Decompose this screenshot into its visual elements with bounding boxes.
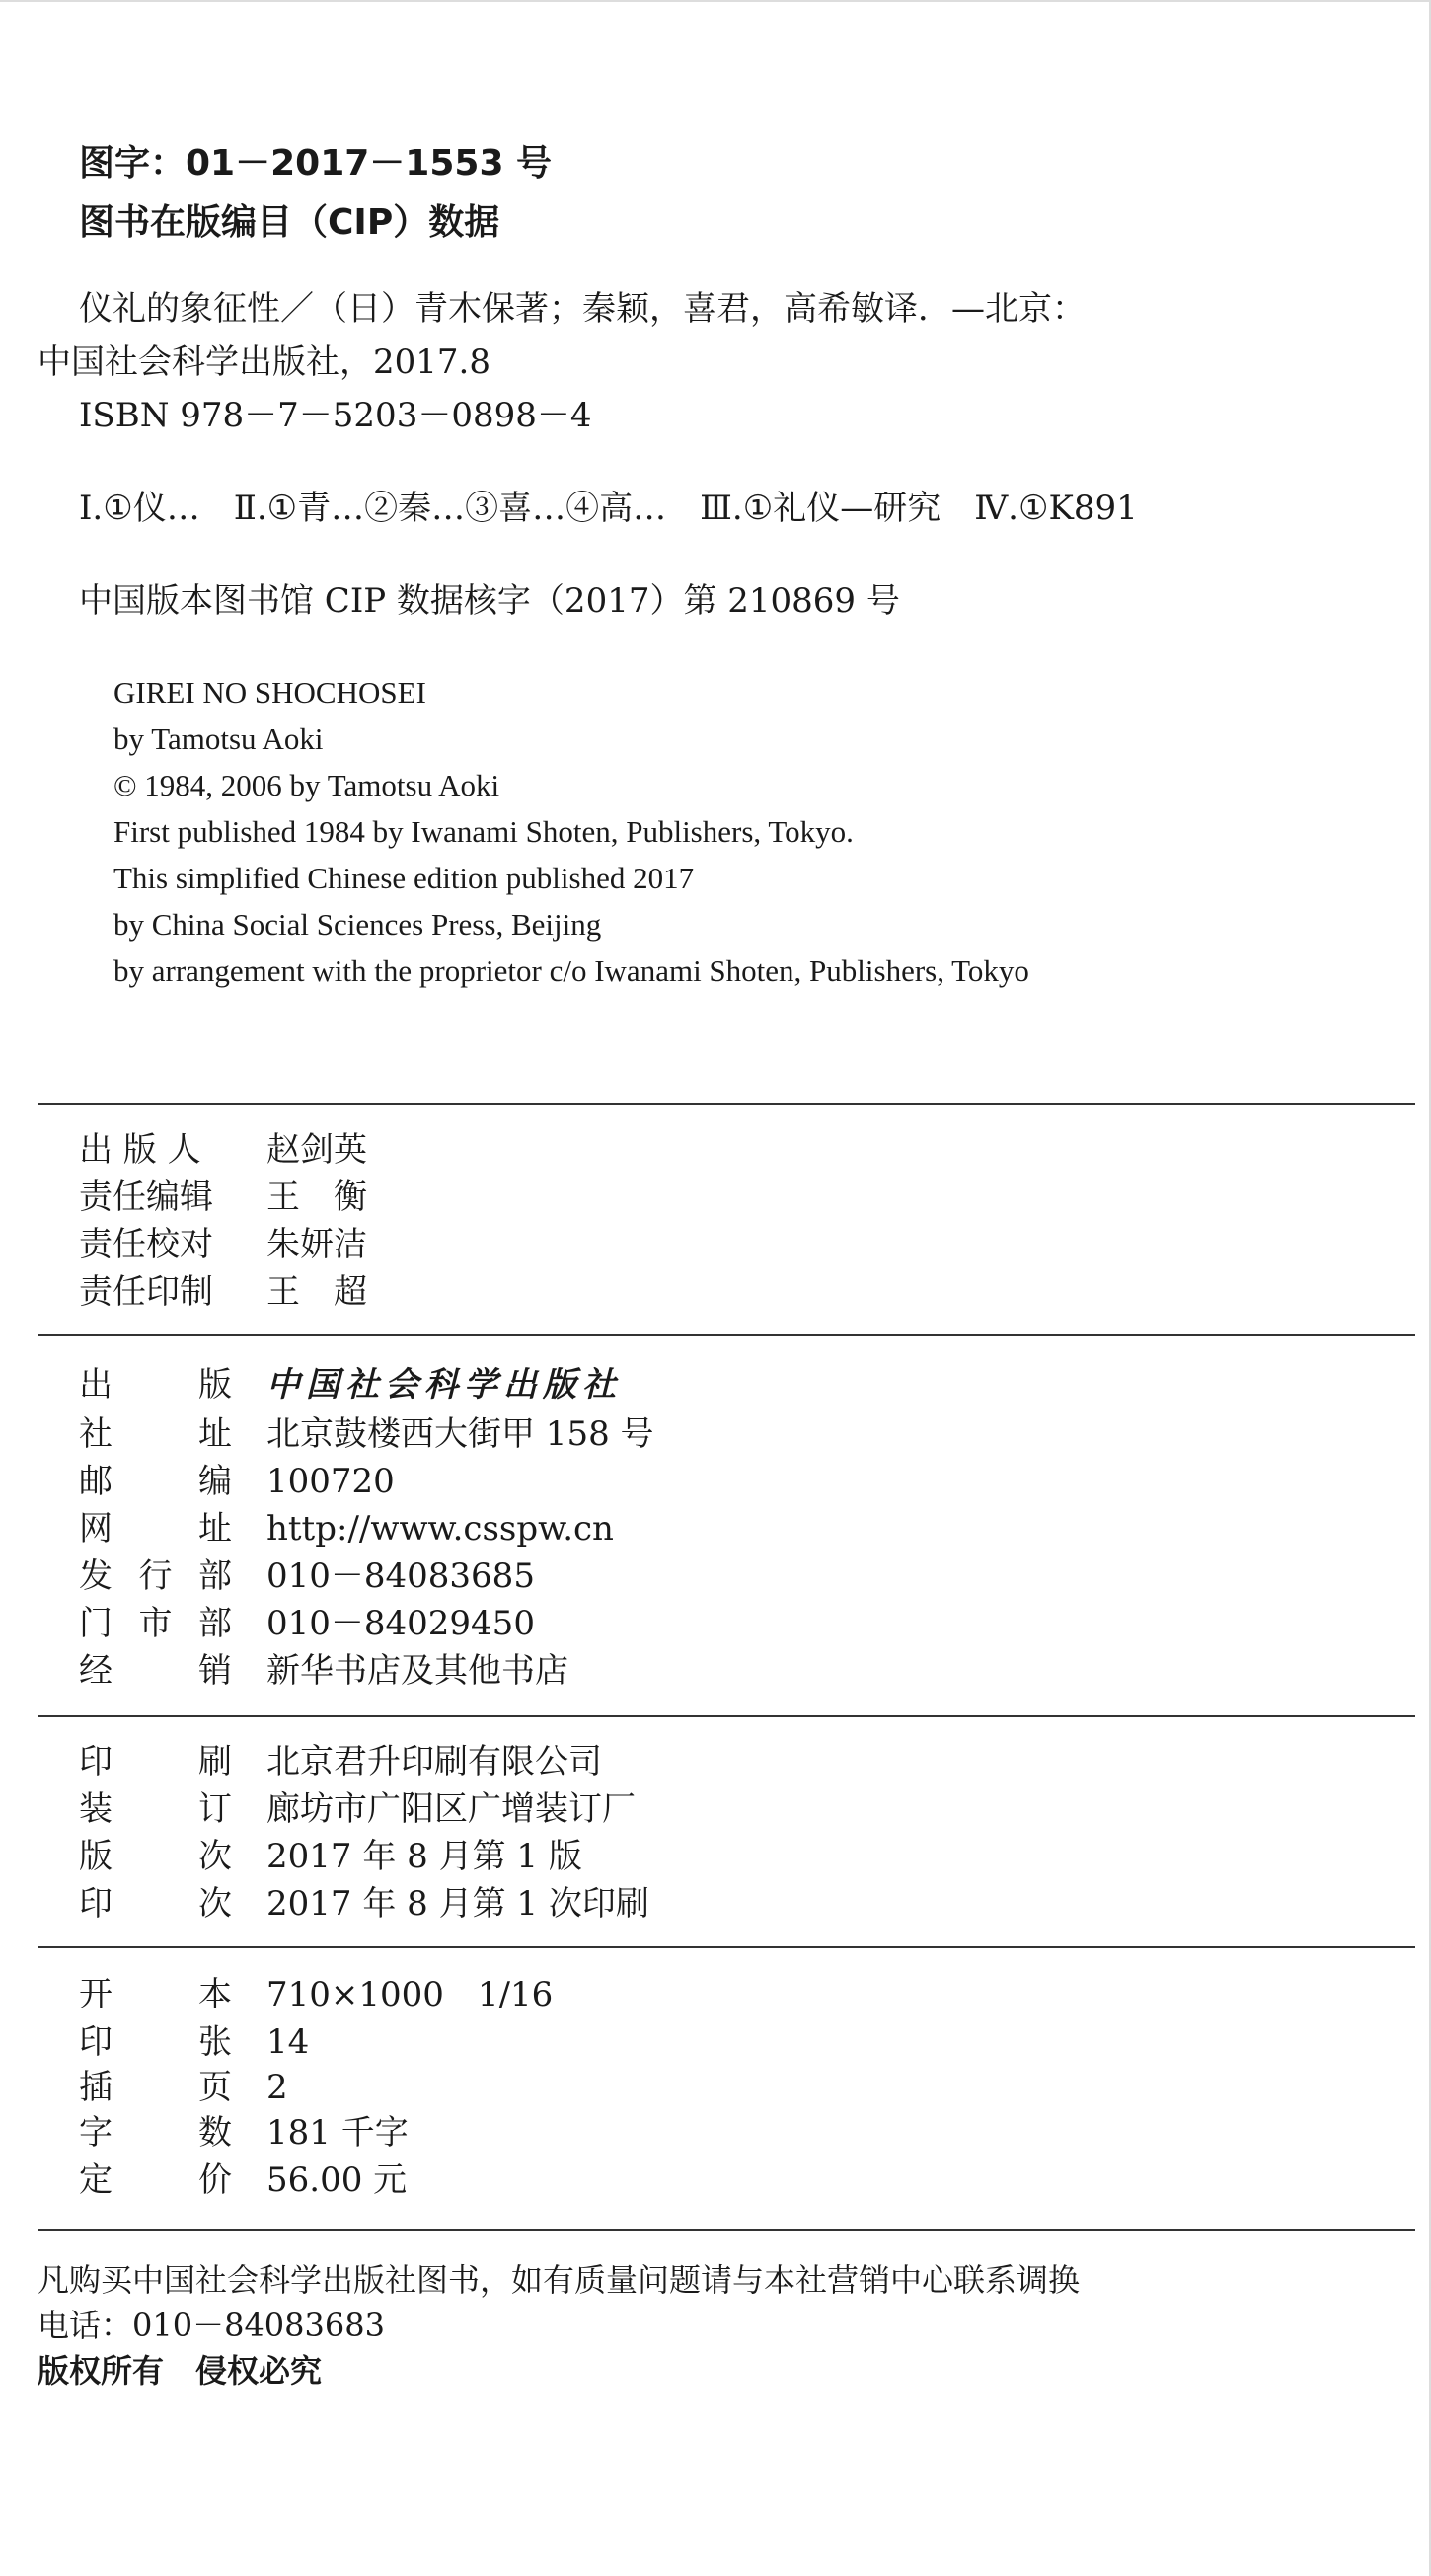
spec-row (79, 2160, 408, 2200)
publisher-row (79, 1365, 622, 1404)
spec-value: 56.00 元 (266, 2160, 408, 2200)
copyright-notice: 版权所有 侵权必究 (38, 2352, 323, 2389)
english-line: First published 1984 by Iwanami Shoten, Publishers, Tokyo. (113, 814, 854, 849)
staff-label: 责任编辑 (79, 1177, 213, 1217)
divider (38, 1715, 1415, 1717)
staff-value: 王 超 (266, 1272, 367, 1312)
publisher-label: 经销 (79, 1651, 232, 1691)
divider (38, 1334, 1415, 1336)
publisher-label: 出版 (79, 1365, 232, 1404)
staff-label: 责任印制 (79, 1272, 213, 1312)
publisher-name: 中国社会科学出版社 (266, 1365, 622, 1404)
spec-label: 字数 (79, 2113, 232, 2153)
spec-row (79, 1975, 554, 2014)
english-line: GIREI NO SHOCHOSEI (113, 675, 426, 710)
print-value: 2017 年 8 月第 1 次印刷 (266, 1884, 649, 1924)
publisher-row (79, 1651, 568, 1691)
staff-row (79, 1272, 367, 1312)
print-row (79, 1742, 602, 1781)
spec-label: 插页 (79, 2068, 232, 2107)
publisher-row (79, 1414, 654, 1454)
print-label: 装订 (79, 1789, 232, 1829)
publisher-value: 100720 (266, 1462, 395, 1501)
print-label: 版次 (79, 1837, 232, 1876)
publisher-value: 新华书店及其他书店 (266, 1651, 568, 1691)
print-value: 2017 年 8 月第 1 版 (266, 1837, 582, 1876)
publisher-row (79, 1509, 614, 1549)
divider (38, 1946, 1415, 1948)
divider (38, 2229, 1415, 2231)
english-line: by Tamotsu Aoki (113, 721, 324, 756)
staff-row (79, 1130, 367, 1170)
staff-row (79, 1177, 367, 1217)
print-value: 廊坊市广阳区广增装订厂 (266, 1789, 636, 1829)
print-label: 印次 (79, 1884, 232, 1924)
spec-row (79, 2068, 288, 2107)
cip-record: 中国版本图书馆 CIP 数据核字（2017）第 210869 号 (79, 581, 900, 621)
spec-value: 2 (266, 2068, 288, 2107)
publisher-row (79, 1604, 535, 1643)
cip-line-2: 中国社会科学出版社，2017.8 (38, 342, 490, 382)
publisher-label: 社址 (79, 1414, 232, 1454)
cip-heading: 图书在版编目（CIP）数据 (79, 202, 500, 243)
spec-label: 印张 (79, 2022, 232, 2062)
licence-number: 图字：01－2017－1553 号 (79, 143, 553, 184)
english-line: This simplified Chinese edition published 2017 (113, 861, 695, 895)
spec-value: 14 (266, 2022, 310, 2062)
english-line: © 1984, 2006 by Tamotsu Aoki (113, 768, 500, 802)
staff-label: 出 版 人 (79, 1130, 201, 1170)
print-row (79, 1789, 636, 1829)
print-label: 印刷 (79, 1742, 232, 1781)
print-row (79, 1837, 582, 1876)
publisher-label: 发行部 (79, 1556, 232, 1596)
quality-notice: 凡购买中国社会科学出版社图书，如有质量问题请与本社营销中心联系调换 (38, 2261, 1081, 2299)
publisher-value: 北京鼓楼西大街甲 158 号 (266, 1414, 654, 1454)
page-top-edge (0, 0, 1431, 2)
staff-row (79, 1225, 367, 1264)
publisher-label: 网址 (79, 1509, 232, 1549)
cip-line-1: 仪礼的象征性／（日）青木保著；秦颖，喜君，高希敏译．—北京： (79, 289, 1086, 329)
staff-value: 赵剑英 (266, 1130, 367, 1170)
staff-value: 王 衡 (266, 1177, 367, 1217)
spec-value: 710×1000 1/16 (266, 1975, 554, 2014)
isbn: ISBN 978－7－5203－0898－4 (79, 396, 592, 435)
publisher-label: 邮编 (79, 1462, 232, 1501)
publisher-row (79, 1556, 535, 1596)
website-url: http://www.csspw.cn (266, 1509, 614, 1549)
print-value: 北京君升印刷有限公司 (266, 1742, 602, 1781)
phone-number: 电话：010－84083683 (38, 2307, 385, 2344)
spec-label: 定价 (79, 2160, 232, 2200)
english-line: by arrangement with the proprietor c/o Iwanami Shoten, Publishers, Tokyo (113, 953, 1029, 988)
spec-label: 开本 (79, 1975, 232, 2014)
publisher-label: 门市部 (79, 1604, 232, 1643)
spec-row (79, 2022, 310, 2062)
divider (38, 1103, 1415, 1105)
english-line: by China Social Sciences Press, Beijing (113, 907, 602, 942)
publisher-value: 010－84029450 (266, 1604, 535, 1643)
classification: Ⅰ.①仪… Ⅱ.①青…②秦…③喜…④高… Ⅲ.①礼仪—研究 Ⅳ.①K891 (79, 489, 1138, 528)
publisher-value: 010－84083685 (266, 1556, 535, 1596)
publisher-row (79, 1462, 395, 1501)
spec-value: 181 千字 (266, 2113, 409, 2153)
spec-row (79, 2113, 409, 2153)
staff-label: 责任校对 (79, 1225, 213, 1264)
staff-value: 朱妍洁 (266, 1225, 367, 1264)
print-row (79, 1884, 649, 1924)
